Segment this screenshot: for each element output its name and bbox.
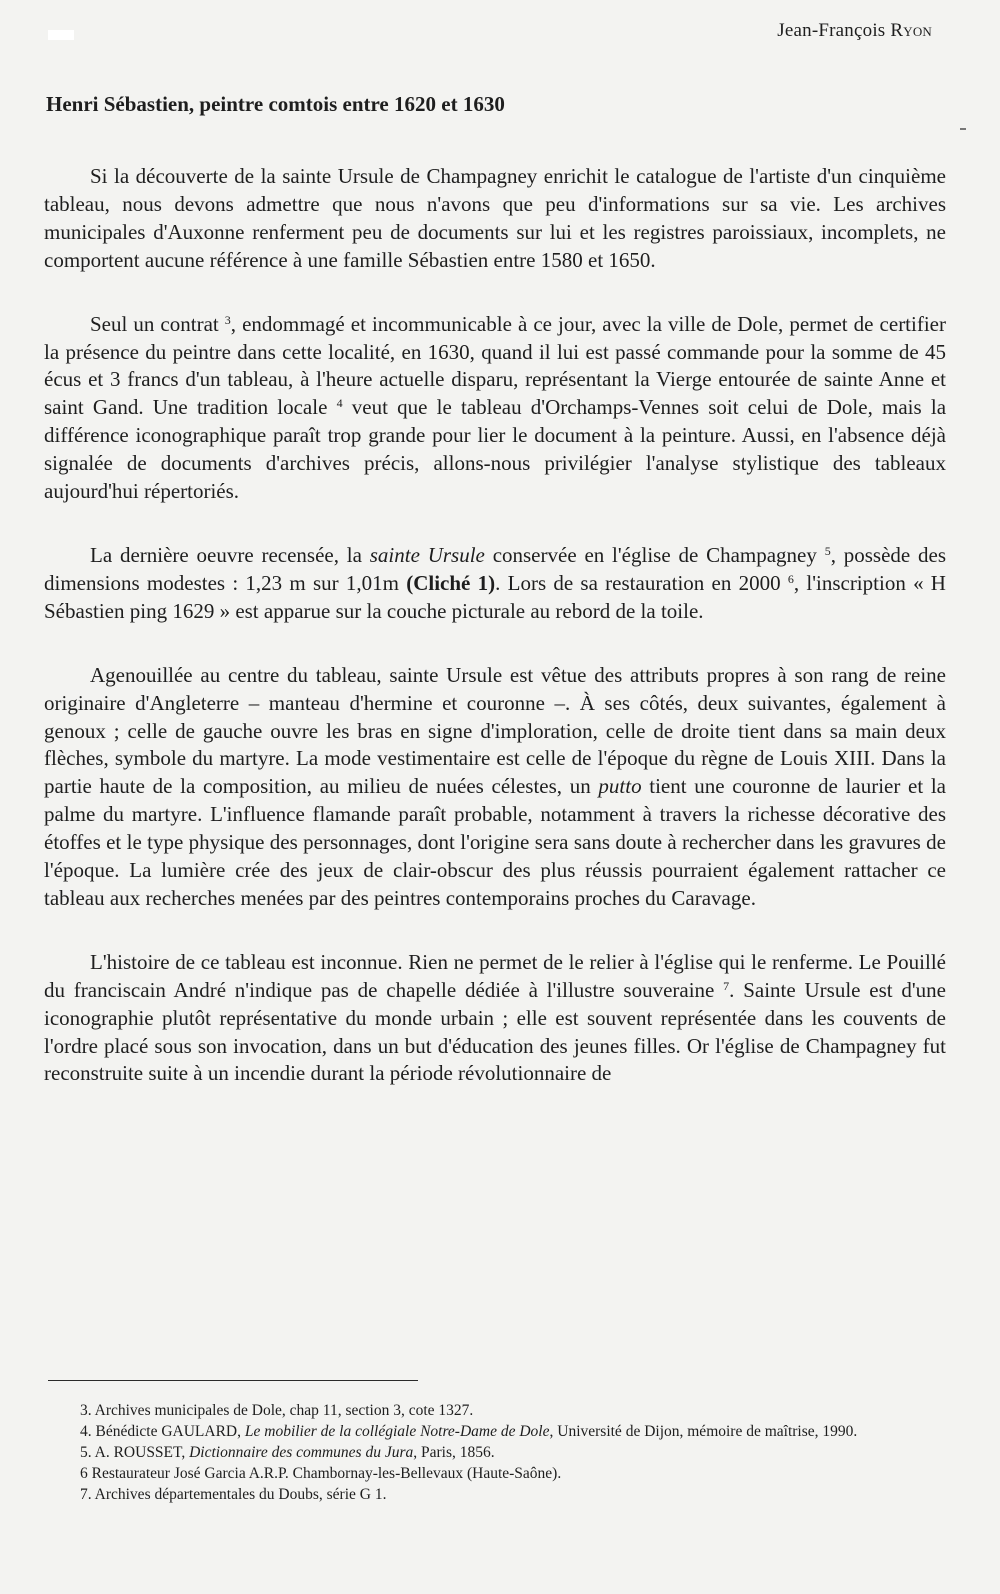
footnote-ref-5: 5 (824, 543, 831, 558)
scan-artifact (960, 128, 966, 130)
paragraph-text: veut que le tableau d'Orchamps-Vennes soit celui de Dole, mais la différence iconographique paraît trop grande pour lier le document à la peinture. Aussi, en l'absence déjà signalée de documents d'archives précis, allons-nous privilégier l'analyse stylistique des tableaux aujourd'hui répertoriés. (44, 395, 947, 504)
paragraph-text: . Sainte Ursule est d'une iconographie plutôt représentative du monde urbain ; elle est souvent représentée dans les couvents de l'ordre placé sous son invocation, dans un but d'éducation des jeunes filles. Or l'église de Champagney fut reconstruite suite à un incendie durant la période révolutionnaire de (44, 977, 946, 1086)
article-title: Henri Sébastien, peintre comtois entre 1620 et 1630 (46, 92, 505, 116)
footnote-italic: Le mobilier de la collégiale Notre-Dame de Dole (244, 1423, 550, 1440)
paragraph-2 (44, 311, 946, 506)
author-last-name: Ryon (890, 20, 932, 41)
italic-text: putto (598, 774, 642, 799)
paragraph-text: Seul un contrat (90, 311, 225, 336)
article-body (44, 163, 946, 1088)
paragraph-text: Si la découverte de la sainte Ursule de Champagney enrichit le catalogue de l'artiste d'un cinquième tableau, nous devons admettre que nous n'avons que peu d'informations sur sa vie. Les archives municipales d'Auxonne renferment peu de documents sur lui et les registres paroissiaux, incomplets, ne comportent aucune référence à une famille Sébastien entre 1580 et 1650. (44, 164, 946, 272)
footnote-4 (44, 1421, 904, 1442)
paragraph-text: L'histoire de ce tableau est inconnue. Rien ne permet de le relier à l'église qui le renferme. Le Pouillé du franciscain André n'indique pas de chapelle dédiée à l'illustre souveraine (44, 949, 946, 1002)
footnote-text: , Université de Dijon, mémoire de maîtrise, 1990. (549, 1423, 858, 1440)
paragraph-3 (44, 542, 946, 626)
footnote-6: 6 Restaurateur José Garcia A.R.P. Chambornay-les-Bellevaux (Haute-Saône). (80, 1465, 562, 1482)
footnote-5 (44, 1442, 904, 1463)
paragraph-text: , endommagé et incommunicable à ce jour, avec la ville de Dole, permet de certifier la présence du peintre dans cette localité, en 1630, quand il lui est passé commande pour la somme de 45 écus et 3 francs d'un tableau, à l'heure actuelle disparu, représentant la Vierge entourée de sainte Anne et saint Gand. Une tradition locale (44, 311, 946, 420)
paragraph-5 (44, 949, 946, 1089)
footnote-ref-6: 6 (787, 571, 794, 586)
footnote-ref-3: 3 (224, 312, 231, 327)
footnotes (44, 1400, 904, 1505)
paragraph-text: . Lors de sa restauration en 2000 (495, 570, 788, 595)
paragraph-text: conservée en l'église de Champagney (484, 542, 825, 567)
paragraph-text: , l'inscription « H Sébastien ping 1629 » est apparue sur la couche picturale au rebord de la toile. (44, 570, 946, 623)
paragraph-1 (44, 163, 946, 275)
scan-artifact (48, 30, 74, 40)
paragraph-4 (44, 662, 946, 913)
footnote-ref-4: 4 (336, 396, 343, 411)
paragraph-text: La dernière oeuvre recensée, la (90, 542, 370, 567)
footnote-divider (48, 1380, 418, 1381)
footnote-3: 3. Archives municipales de Dole, chap 11, section 3, cote 1327. (80, 1402, 474, 1419)
figure-reference: (Cliché 1) (406, 570, 496, 595)
italic-text: sainte Ursule (369, 542, 485, 567)
footnote-7: 7. Archives départementales du Doubs, série G 1. (80, 1486, 387, 1503)
footnote-text: 4. Bénédicte GAULARD, (80, 1423, 245, 1440)
running-header-author (777, 20, 932, 42)
paragraph-text: , possède des dimensions modestes : 1,23 m sur 1,01m (44, 542, 947, 595)
footnote-italic: Dictionnaire des communes du Jura (189, 1444, 414, 1461)
footnote-text: , Paris, 1856. (413, 1444, 495, 1461)
author-first-name: Jean-François (777, 20, 891, 41)
paragraph-text: Agenouillée au centre du tableau, sainte Ursule est vêtue des attributs propres à son rang de reine originaire d'Angleterre – manteau d'hermine et couronne –. À ses côtés, deux suivantes, également à genoux ; celle de gauche ouvre les bras en signe d'imploration, celle de droite tient dans sa main deux flèches, symbole du martyre. La mode vestimentaire est celle de l'époque du règne de Louis XIII. Dans la partie haute de la composition, au milieu de nuées célestes, un (44, 662, 946, 799)
footnote-ref-7: 7 (723, 978, 730, 993)
footnote-text: 5. A. ROUSSET, (80, 1444, 190, 1461)
paragraph-text: tient une couronne de laurier et la palme du martyre. L'influence flamande paraît probable, notamment à travers la richesse décorative des étoffes et le type physique des personnages, dont l'origine sera sans doute à rechercher dans les gravures de l'époque. La lumière crée des jeux de clair-obscur des plus réussis pourraient également rattacher ce tableau aux recherches menées par des peintres contemporains proches du Caravage. (44, 774, 946, 910)
